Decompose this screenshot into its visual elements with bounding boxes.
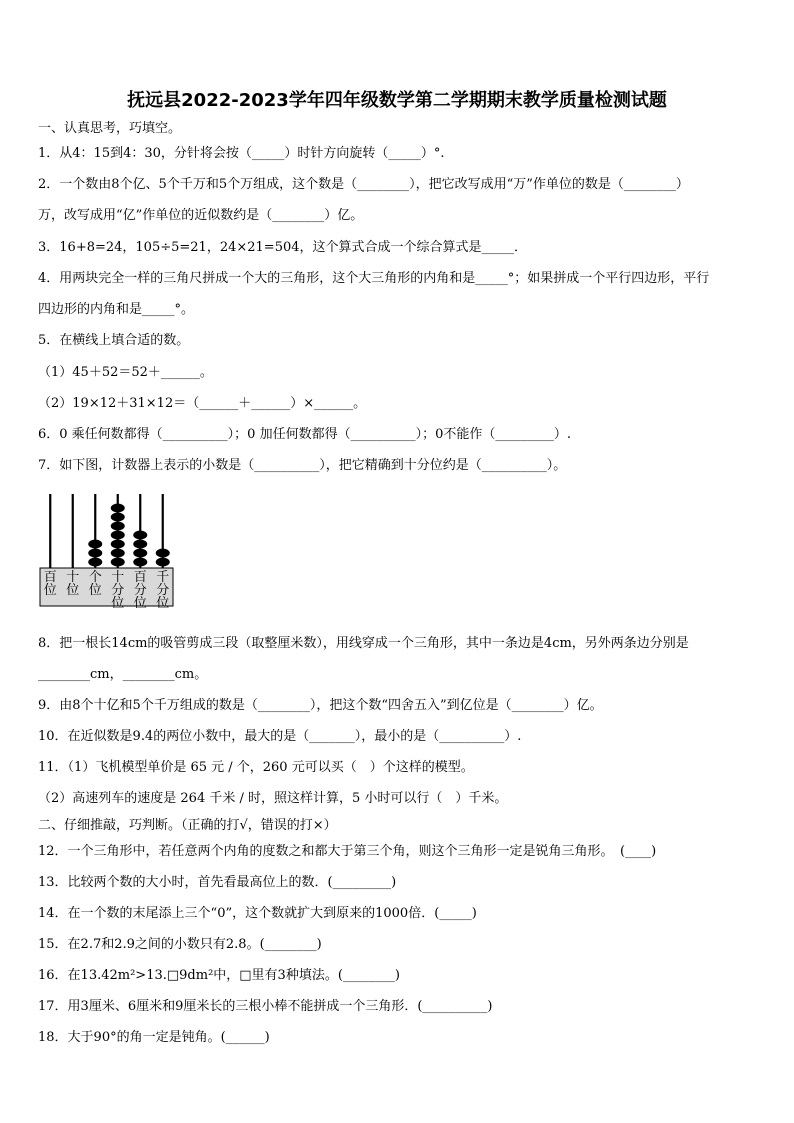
question-line: 15．在2.7和2.9之间的小数只有2.8。(________) (38, 937, 322, 952)
question-line: 11．（1）飞机模型单价是 65 元 / 个，260 元可以买（ ）个这样的模型。 (38, 760, 474, 775)
question-line: 6．0 乘任何数都得（__________）；0 加任何数都得（__________）；0不能作（_________）. (38, 427, 571, 442)
question-line: 7．如下图，计数器上表示的小数是（__________），把它精确到十分位约是（__________）。 (38, 458, 567, 473)
abacus-bead (111, 531, 125, 540)
question-line: （1）45＋52＝52＋______。 (38, 365, 213, 380)
question-line: （2）高速列车的速度是 264 千米 / 时，照这样计算，5 小时可以行（ ）千米。 (38, 791, 508, 806)
abacus-place-label: 十位 (66, 570, 80, 598)
question-line: 1．从4：15到4：30，分针将会按（_____）时针方向旋转（_____）°. (38, 146, 445, 161)
abacus-place-label: 个位 (88, 570, 102, 598)
question-line: 13．比较两个数的大小时，首先看最高位上的数．(_________) (38, 875, 397, 890)
abacus-place-label: 千分位 (156, 570, 170, 608)
abacus-bead (133, 540, 147, 549)
question-line: 3．16+8=24，105÷5=21，24×21=504，这个算式合成一个综合算式是_____． (38, 240, 528, 255)
abacus-bead (156, 549, 170, 558)
question-line: （2）19×12＋31×12＝（______＋______）×______。 (38, 396, 367, 411)
abacus-place-label: 百位 (43, 570, 57, 598)
abacus-bead (111, 549, 125, 558)
abacus-bead (111, 540, 125, 549)
abacus-place-label: 十分位 (111, 570, 125, 608)
question-line: 4．用两块完全一样的三角尺拼成一个大的三角形，这个大三角形的内角和是_____°；如果拼成一个平行四边形，平行 (38, 271, 710, 286)
abacus-bead (133, 531, 147, 540)
question-line: 17．用3厘米、6厘米和9厘米长的三根小棒不能拼成一个三角形．(__________) (38, 999, 493, 1014)
abacus-bead (111, 558, 125, 567)
abacus-bead (88, 549, 102, 558)
page-title: 抚远县2022-2023学年四年级数学第二学期期末教学质量检测试题 (127, 90, 667, 111)
abacus-base (40, 568, 173, 606)
abacus-diagram (39, 492, 174, 608)
abacus-bead (111, 504, 125, 513)
question-line: 9．由8个十亿和5个千万组成的数是（________），把这个数“四舍五入”到亿位是（________）亿。 (38, 698, 603, 713)
question-line: 万，改写成用“亿”作单位的近似数约是（________）亿。 (38, 208, 364, 223)
question-line: 5．在横线上填合适的数。 (38, 333, 190, 348)
question-line: 10．在近似数是9.4的两位小数中，最大的是（_______），最小的是（__________）. (38, 729, 522, 744)
question-line: 16．在13.42m²>13.□9dm²中，□里有3种填法。(________) (38, 968, 400, 983)
question-line: 12．一个三角形中，若任意两个内角的度数之和都大于第三个角，则这个三角形一定是锐角三角形。 (____) (38, 844, 657, 859)
abacus-place-label: 百分位 (133, 570, 147, 608)
abacus-bead (133, 549, 147, 558)
question-line: 14．在一个数的末尾添上三个“0”，这个数就扩大到原来的1000倍．(_____) (38, 906, 477, 921)
abacus-bead (156, 558, 170, 567)
question-line: 二、仔细推敲，巧判断。（正确的打√，错误的打×） (38, 818, 337, 833)
abacus-bead (88, 558, 102, 567)
abacus-bead (111, 522, 125, 531)
question-line: 一、认真思考，巧填空。 (38, 121, 182, 136)
question-line: ________cm，________cm。 (38, 667, 208, 682)
question-line: 2．一个数由8个亿、5个千万和5个万组成，这个数是（________），把它改写成用“万”作单位的数是（________） (38, 177, 689, 192)
question-line: 8．把一根长14cm的吸管剪成三段（取整厘米数），用线穿成一个三角形，其中一条边是4cm，另外两条边分别是 (38, 636, 689, 651)
abacus-bead (88, 540, 102, 549)
abacus-bead (133, 558, 147, 567)
abacus-bead (111, 513, 125, 522)
question-line: 四边形的内角和是_____°。 (38, 302, 195, 317)
question-line: 18．大于90°的角一定是钝角。(______) (38, 1030, 270, 1045)
